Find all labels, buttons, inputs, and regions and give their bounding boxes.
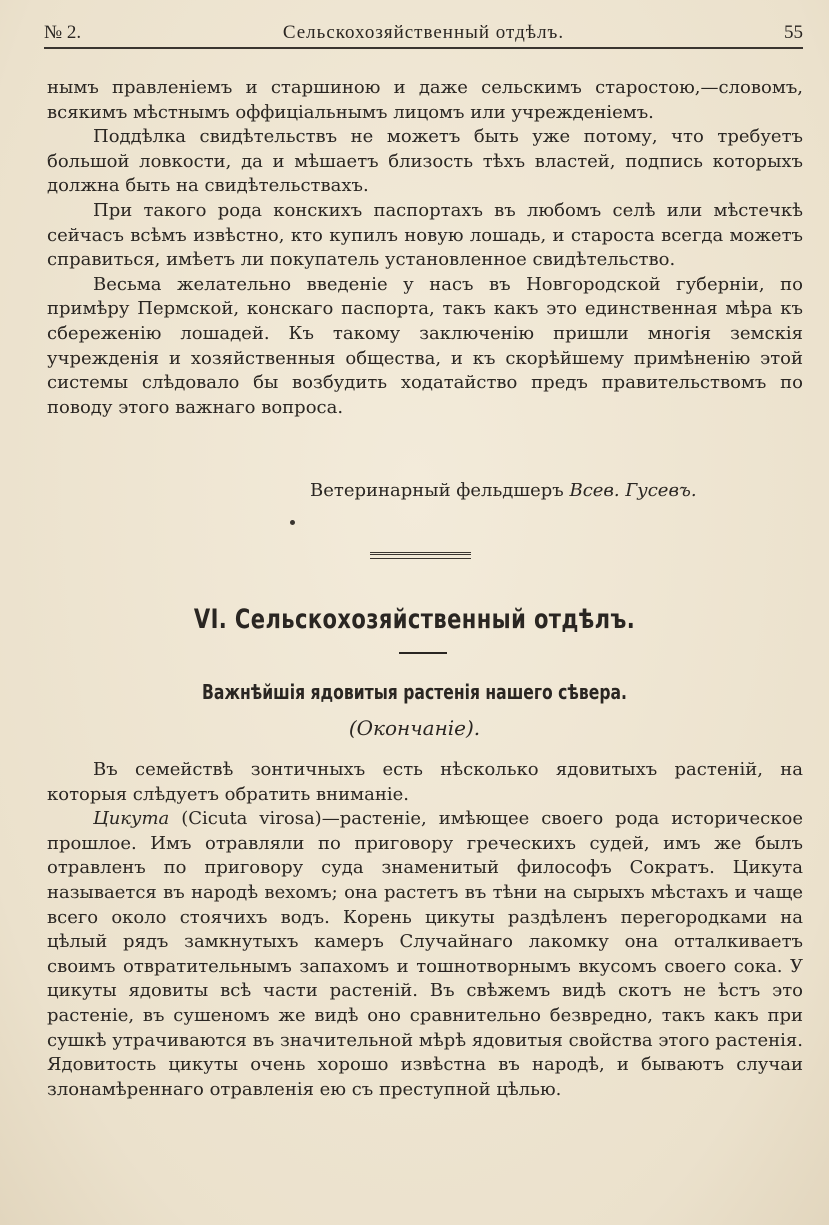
term: Цикута [93, 808, 170, 830]
article-title: Важнѣйшія ядовитыя растенія нашего сѣвера. [202, 680, 627, 704]
title-rule [399, 652, 447, 654]
header-title: Сельскохозяйственный отдѣлъ. [282, 22, 565, 43]
issue-number: № 2. [44, 22, 82, 43]
article-body [47, 758, 803, 1102]
paragraph-text: (Cicuta virosa)—растеніе, имѣющее своего рода историческое прошлое. Имъ отравляли по приговору греческихъ судей, имъ же былъ отравленъ по приговору суда знаменитый философъ Сократъ. Цикута называется въ народѣ вехомъ; она растетъ въ тѣни на сырыхъ мѣстахъ и чаще всего около стоячихъ водъ. Корень цикуты раздѣленъ перегородками на цѣлый рядъ замкнутыхъ камеръ Случайнаго лакомку она отталкиваетъ своимъ отвратительнымъ запахомъ и тошнотворнымъ вкусомъ своего сока. У цикуты ядовиты всѣ части растеній. Въ свѣжемъ видѣ скотъ не ѣстъ это растеніе, въ сушеномъ же видѣ оно сравнительно безвредно, такъ какъ при сушкѣ утрачиваются въ значительной мѣрѣ ядовитыя свойства этого растенія. Ядовитость цикуты очень хорошо извѣстна въ народѣ, и бываютъ случаи злонамѣреннаго отравленія ею съ преступной цѣлью. [47, 808, 803, 1100]
paragraph: При такого рода конскихъ паспортахъ въ любомъ селѣ или мѣстечкѣ сейчасъ всѣмъ извѣстно, кто купилъ новую лошадь, и староста всегда можетъ справиться, имѣетъ ли покупатель установленное свидѣтельство. [47, 199, 803, 271]
article-ending [47, 76, 803, 420]
section-divider [370, 552, 471, 559]
page-number: 55 [784, 22, 803, 43]
signature [310, 480, 697, 501]
article-note: (Окончаніе). [348, 716, 481, 740]
paragraph: Въ семействѣ зонтичныхъ есть нѣсколько ядовитыхъ растеній, на которыя слѣдуетъ обратить вниманіе. [47, 759, 803, 805]
paragraph [47, 807, 803, 1102]
paragraph: Поддѣлка свидѣтельствъ не можетъ быть уже потому, что требуетъ большой ловкости, да и мѣшаетъ близость тѣхъ властей, подпись которыхъ должна быть на свидѣтельствахъ. [47, 126, 803, 197]
signature-name: Всев. Гусевъ. [569, 480, 697, 501]
header-rule [44, 47, 803, 49]
section-title: VI. Сельскохозяйственный отдѣлъ. [193, 604, 636, 635]
running-header [44, 20, 803, 48]
paragraph: Весьма желательно введеніе у насъ въ Новгородской губерніи, по примѣру Пермской, конскаго паспорта, такъ какъ это единственная мѣра къ сбереженію лошадей. Къ такому заключенію пришли многія земскія учрежденія и хозяйственныя общества, и къ скорѣйшему примѣненію этой системы слѣдовало бы возбудить ходатайство предъ правительствомъ по поводу этого важнаго вопроса. [47, 273, 803, 418]
signature-role: Ветеринарный фельдшеръ [310, 480, 564, 501]
ink-speck [290, 520, 295, 525]
paragraph: нымъ правленіемъ и старшиною и даже сельскимъ старостою,—словомъ, всякимъ мѣстнымъ оффиціальнымъ лицомъ или учрежденіемъ. [47, 77, 803, 123]
